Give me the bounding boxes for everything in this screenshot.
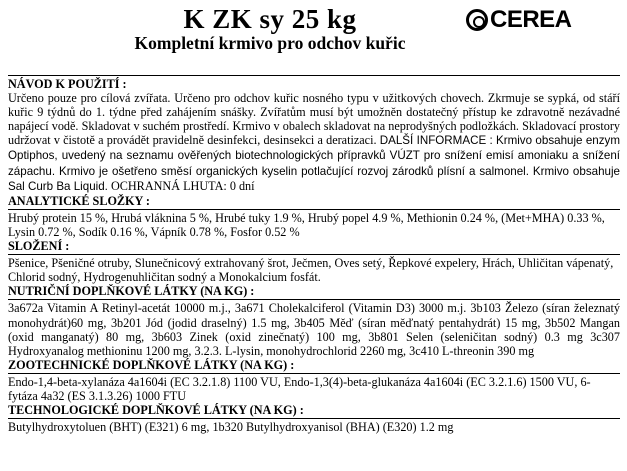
divider (8, 75, 620, 76)
cerea-logo-text: CEREA (490, 6, 572, 33)
divider (8, 373, 620, 374)
section-heading-navod: NÁVOD K POUŽITÍ : (8, 77, 127, 91)
slozeni-text: Pšenice, Pšeničné otruby, Slunečnicový extrahovaný šrot, Ječmen, Oves setý, Řepkové expelery, Hrách, Uhličitan vápenatý, Chlorid sodný, Hydrogenuhličitan sodný a Monokalcium fosfát. (8, 256, 614, 285)
section-heading-zootechnicke: ZOOTECHNICKÉ DOPLŇKOVÉ LÁTKY (NA KG) : (8, 357, 295, 372)
product-title: K ZK sy 25 kg (183, 4, 357, 34)
section-heading-slozeni: SLOŽENÍ : (8, 239, 70, 254)
divider (8, 209, 620, 210)
divider (8, 418, 620, 419)
label-content (8, 74, 620, 434)
technologicke-text: Butylhydroxytoluen (BHT) (E321) 6 mg, 1b320 Butylhydroxyanisol (BHA) (E320) 1.2 mg (8, 420, 454, 435)
product-subtitle: Kompletní krmivo pro odchov kuřic (134, 33, 406, 53)
nutricni-text: 3a672a Vitamin A Retinyl-acetát 10000 m.j., 3a671 Cholekalciferol (Vitamin D3) 3000 m.j. 3b103 Železo (síran železnatý monohydrát)60 mg, 3b201 Jód (jodid draselný) 1.5 mg, 3b405 Měď (síran měďnatý pentahydrát) 15 mg, 3b502 Mangan (oxid manganatý) 80 mg, 3b603 Zinek (oxid zinečnatý) 100 mg, 3b801 Selen (seleničitan sodný) 0.3 mg 3c307 Hydroxyanalog methioninu 1200 mg, 3.2.3. L-lysin, monohydrochlorid 2260 mg, 3c410 L-threonin 390 mg (8, 301, 620, 358)
dalsi-informace-text: Krmivo obsahuje enzym Optiphos, uvedený na seznamu ověřených biotechnologických přípravků VÚZT pro snížení emisí amoniaku a snížení zápachu. Krmivo je ošetřeno směsí organických kyselin potlačující rozvoj zárodků plísní a salmonel. Krmivo obsahuje Sal Curb Ba Liquid. (8, 134, 621, 193)
label-header (0, 0, 627, 70)
dalsi-informace-label: DALŠÍ INFORMACE : (379, 134, 493, 148)
analyticke-text: Hrubý protein 15 %, Hrubá vláknina 5 %, Hrubé tuky 1.9 %, Hrubý popel 4.9 %, Methionin 0.24 %, (Met+MHA) 0.33 %, Lysin 0.72 %, Sodík 0.16 %, Vápník 0.78 %, Fosfor 0.52 % (8, 210, 605, 239)
divider (8, 299, 620, 300)
cerea-logo (466, 8, 572, 32)
navod-body: Určeno pouze pro cílová zvířata. Určeno pro odchov kuřic nosného typu v užitkových chovech. Zkrmuje se sypká, od stáří kuřic 9 týdnů do 1. týdne před zahájením snášky. Zvířatům musí být umožněn dostatečný přístup ke zdravotně nezávadné napájecí vodě. Skladovat v suchém prostředí. Krmivo v obalech skladovat na neprodyšných podložkách. Skladovací prostory udržovat v čistotě a provádět pravidelně desinfekci, desinsekci a deratizaci. (8, 91, 620, 148)
ochranna-lhuta: OCHRANNÁ LHUTA: 0 dní (110, 178, 255, 193)
cerea-logo-mark-icon (466, 9, 488, 31)
section-heading-analyticke: ANALYTICKÉ SLOŽKY : (8, 193, 150, 208)
section-heading-technologicke: TECHNOLOGICKÉ DOPLŇKOVÉ LÁTKY (NA KG) : (8, 403, 304, 418)
divider (8, 254, 620, 255)
zootechnicke-text: Endo-1,4-beta-xylanáza 4a1604i (EC 3.2.1.8) 1100 VU, Endo-1,3(4)-beta-glukanáza 4a1604i (EC 3.2.1.6) 1500 VU, 6-fytáza 4a32 (ES 3.1.3.26) 1000 FTU (8, 374, 591, 403)
section-heading-nutricni: NUTRIČNÍ DOPLŇKOVÉ LÁTKY (NA KG) : (8, 284, 255, 299)
navod-text (8, 91, 620, 194)
